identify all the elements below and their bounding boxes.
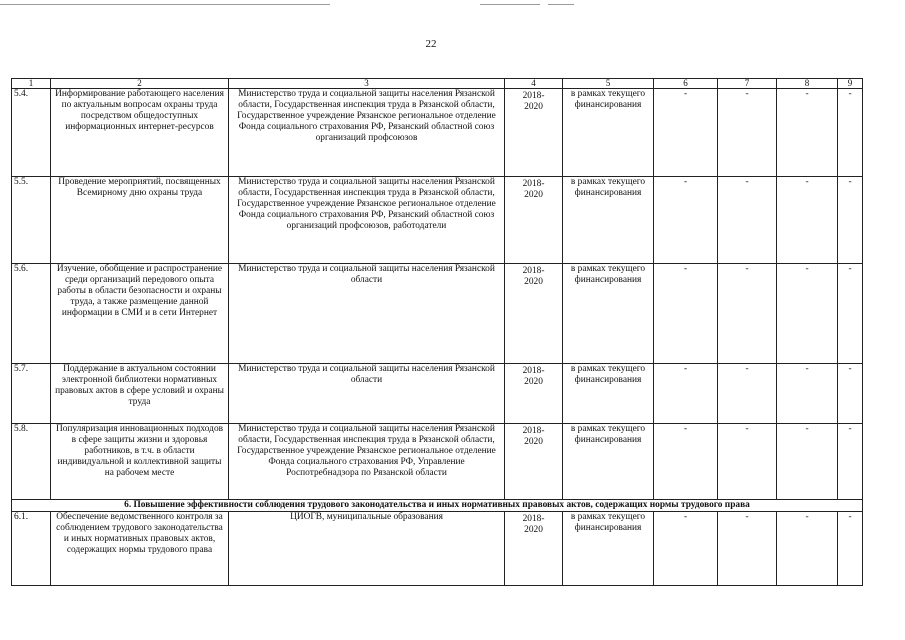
financing: в рамках текущего финансирования: [563, 424, 654, 500]
executors: Министерство труда и социальной защиты населения Рязанской области, Государственная инспекция труда в Рязанской области, Государственное учреждение Рязанское региональное отделение Фонда социального страхования РФ, Рязанский областной союз организаций профсоюзов: [229, 89, 505, 177]
financing: в рамках текущего финансирования: [563, 264, 654, 364]
executors: Министерство труда и социальной защиты населения Рязанской области: [229, 264, 505, 364]
cell-col-9: -: [838, 364, 863, 424]
cell-col-9: -: [838, 264, 863, 364]
page-number: 22: [425, 38, 437, 50]
top-rule-right-2: [548, 4, 574, 5]
cell-col-6: -: [654, 264, 718, 364]
row-number: 5.6.: [12, 264, 51, 364]
table-row: [12, 177, 863, 264]
col-header-2: 2: [51, 79, 229, 89]
cell-col-6: -: [654, 424, 718, 500]
measure-name: Проведение мероприятий, посвященных Всемирному дню охраны труда: [51, 177, 229, 264]
col-header-1: 1: [12, 79, 51, 89]
section-heading: 6. Повышение эффективности соблюдения трудового законодательства и иных нормативных правовых актов, содержащих нормы трудового права: [12, 500, 863, 512]
table-row: [12, 512, 863, 586]
executors: ЦИОГВ, муниципальные образования: [229, 512, 505, 586]
cell-col-6: -: [654, 364, 718, 424]
period: 2018- 2020: [505, 177, 563, 264]
cell-col-9: -: [838, 177, 863, 264]
top-rule-left: [0, 4, 330, 5]
col-header-3: 3: [229, 79, 505, 89]
table-row: [12, 364, 863, 424]
cell-col-7: -: [718, 424, 777, 500]
measure-name: Поддержание в актуальном состоянии электронной библиотеки нормативных правовых актов в сфере условий и охраны труда: [51, 364, 229, 424]
col-header-6: 6: [654, 79, 718, 89]
cell-col-9: -: [838, 512, 863, 586]
row-number: 6.1.: [12, 512, 51, 586]
measure-name: Информирование работающего населения по актуальным вопросам охраны труда посредством общедоступных информационных интернет-ресурсов: [51, 89, 229, 177]
measures-table: [11, 78, 863, 586]
executors: Министерство труда и социальной защиты населения Рязанской области, Государственная инспекция труда в Рязанской области, Государственное учреждение Рязанское региональное отделение Фонда социального страхования РФ, Рязанский областной союз организаций профсоюзов, работодатели: [229, 177, 505, 264]
cell-col-8: -: [777, 89, 838, 177]
header-row: [12, 79, 863, 89]
period: 2018- 2020: [505, 264, 563, 364]
period: 2018- 2020: [505, 364, 563, 424]
cell-col-7: -: [718, 364, 777, 424]
cell-col-6: -: [654, 89, 718, 177]
row-number: 5.8.: [12, 424, 51, 500]
cell-col-7: -: [718, 89, 777, 177]
section-row: [12, 500, 863, 512]
cell-col-7: -: [718, 512, 777, 586]
executors: Министерство труда и социальной защиты населения Рязанской области, Государственная инспекция труда в Рязанской области, Государственное учреждение Рязанское региональное отделение Фонда социального страхования РФ, Управление Роспотребнадзора по Рязанской области: [229, 424, 505, 500]
period: 2018- 2020: [505, 424, 563, 500]
financing: в рамках текущего финансирования: [563, 512, 654, 586]
table-row: [12, 264, 863, 364]
table-row: [12, 89, 863, 177]
financing: в рамках текущего финансирования: [563, 177, 654, 264]
period: 2018- 2020: [505, 512, 563, 586]
top-rule-right: [480, 4, 540, 5]
cell-col-9: -: [838, 89, 863, 177]
period: 2018- 2020: [505, 89, 563, 177]
row-number: 5.7.: [12, 364, 51, 424]
col-header-7: 7: [718, 79, 777, 89]
measure-name: Популяризация инновационных подходов в сфере защиты жизни и здоровья работников, в т.ч. в области индивидуальной и коллективной защиты на рабочем месте: [51, 424, 229, 500]
col-header-8: 8: [777, 79, 838, 89]
cell-col-8: -: [777, 364, 838, 424]
executors: Министерство труда и социальной защиты населения Рязанской области: [229, 364, 505, 424]
measure-name: Обеспечение ведомственного контроля за соблюдением трудового законодательства и иных нормативных правовых актов, содержащих нормы трудового права: [51, 512, 229, 586]
row-number: 5.4.: [12, 89, 51, 177]
table-row: [12, 424, 863, 500]
cell-col-6: -: [654, 177, 718, 264]
cell-col-7: -: [718, 177, 777, 264]
cell-col-8: -: [777, 264, 838, 364]
cell-col-7: -: [718, 264, 777, 364]
col-header-9: 9: [838, 79, 863, 89]
financing: в рамках текущего финансирования: [563, 364, 654, 424]
cell-col-6: -: [654, 512, 718, 586]
cell-col-8: -: [777, 424, 838, 500]
col-header-5: 5: [563, 79, 654, 89]
row-number: 5.5.: [12, 177, 51, 264]
cell-col-8: -: [777, 177, 838, 264]
cell-col-8: -: [777, 512, 838, 586]
col-header-4: 4: [505, 79, 563, 89]
measure-name: Изучение, обобщение и распространение среди организаций передового опыта работы в области безопасности и охраны труда, а также размещение данной информации в СМИ и в сети Интернет: [51, 264, 229, 364]
cell-col-9: -: [838, 424, 863, 500]
financing: в рамках текущего финансирования: [563, 89, 654, 177]
